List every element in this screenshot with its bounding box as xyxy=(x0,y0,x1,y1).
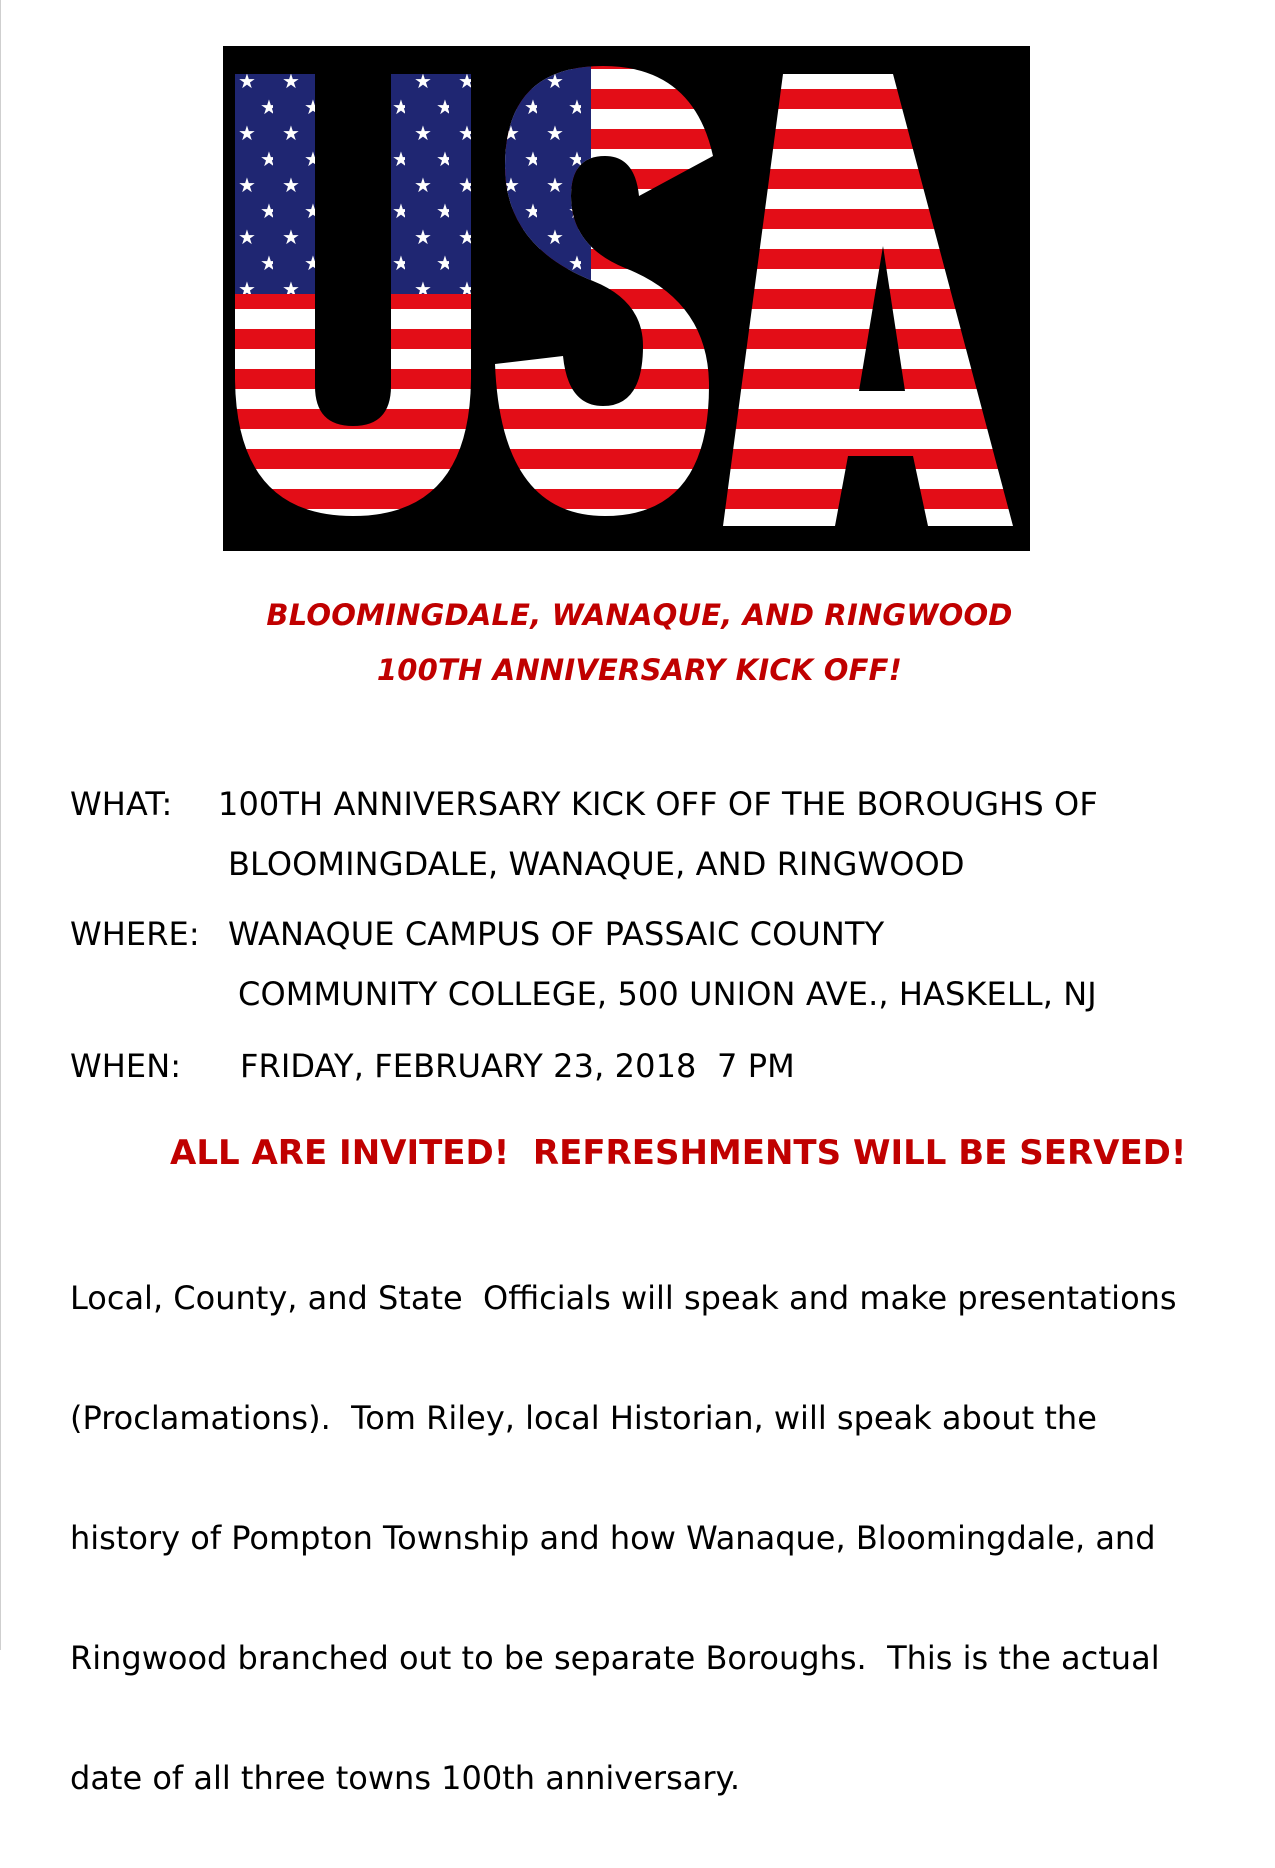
page-edge xyxy=(0,0,1,1650)
where-value-line-2: COMMUNITY COLLEGE, 500 UNION AVE., HASKELL, NJ xyxy=(238,975,1097,1013)
description-paragraph xyxy=(70,1208,1240,1868)
what-label: WHAT: xyxy=(70,785,173,823)
header-line-2: 100TH ANNIVERSARY KICK OFF! xyxy=(376,653,903,687)
header-line-1: BLOOMINGDALE, WANAQUE, AND RINGWOOD xyxy=(266,598,1013,632)
usa-flag-letters-graphic xyxy=(223,46,1030,551)
when-label: WHEN: xyxy=(70,1047,182,1085)
description-line: date of all three towns 100th anniversary. xyxy=(70,1759,741,1797)
invitation-line: ALL ARE INVITED! REFRESHMENTS WILL BE SERVED! xyxy=(170,1133,1187,1173)
description-line: history of Pompton Township and how Wanaque, Bloomingdale, and xyxy=(70,1519,1156,1557)
when-value: FRIDAY, FEBRUARY 23, 2018 7 PM xyxy=(240,1047,795,1085)
description-line: Local, County, and State Officials will speak and make presentations xyxy=(70,1279,1177,1317)
description-line: (Proclamations). Tom Riley, local Historian, will speak about the xyxy=(70,1399,1097,1437)
description-line: Ringwood branched out to be separate Boroughs. This is the actual xyxy=(70,1639,1160,1677)
what-value-line-2: BLOOMINGDALE, WANAQUE, AND RINGWOOD xyxy=(228,845,965,883)
what-value-line-1: 100TH ANNIVERSARY KICK OFF OF THE BOROUGHS OF xyxy=(218,785,1098,823)
where-value-line-1: WANAQUE CAMPUS OF PASSAIC COUNTY xyxy=(228,915,885,953)
where-label: WHERE: xyxy=(70,915,200,953)
usa-flag-banner xyxy=(223,46,1030,551)
